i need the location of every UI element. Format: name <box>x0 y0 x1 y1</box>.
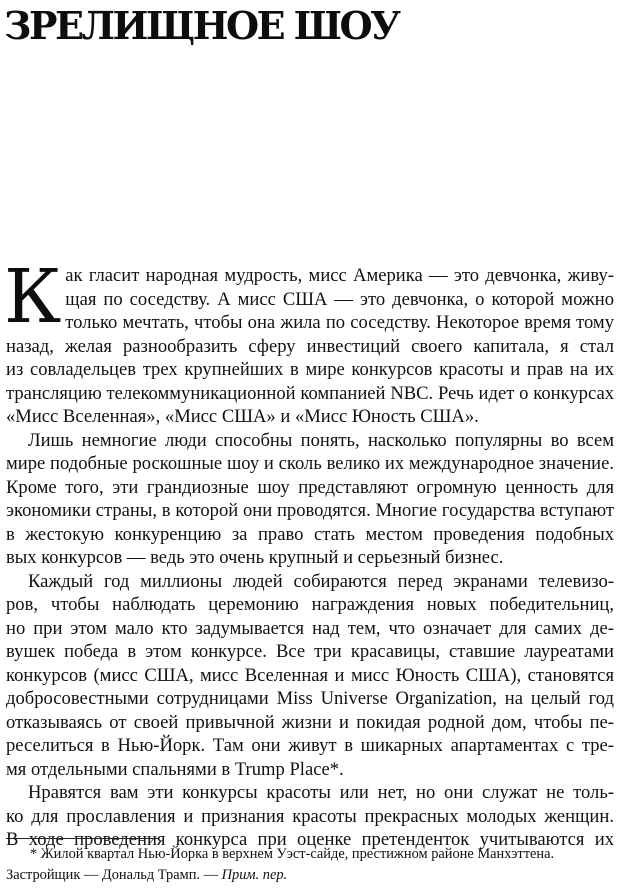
text-line: мире подобные роскошные шоу и сколь велико их международное значение. <box>6 453 614 474</box>
translator-note: Прим. пер. <box>221 867 288 883</box>
text-line: «Мисс Вселенная», «Мисс США» и «Мисс Юность США». <box>6 406 479 427</box>
text-line: Лишь немногие люди способны понять, насколько популярны во всем <box>28 429 614 451</box>
text-line: экономики страны, в которой они проводятся. Многие государства вступают <box>6 500 614 521</box>
text-line: реселиться в Нью-Йорк. Там они живут в шикарных апартаментах с тре- <box>6 735 614 756</box>
text-line: в жестокую конкуренцию за право стать местом проведения подобных <box>6 523 614 545</box>
text-line: из совладельцев трех крупнейших в мире конкурсов красоты и прав на их <box>6 359 614 380</box>
text-line: вушек победа в этом конкурсе. Все три красавицы, ставшие лауреатами <box>6 641 614 662</box>
text-line: добросовестными сотрудницами Miss Universe Organization, на целый год <box>6 688 614 709</box>
text-line: щая по соседству. А мисс США — это девчонка, о которой можно <box>65 288 614 310</box>
text-line: трансляцию телекоммуникационной компанией NBC. Речь идет о конкурсах <box>6 382 614 404</box>
text-line: В ходе проведения конкурса при оценке претенденток учитываются их <box>6 829 614 850</box>
footnote <box>6 844 620 886</box>
body-text <box>4 254 614 852</box>
footnote-line: * Жилой квартал Нью-Йорка в верхнем Уэст-сайде, престижном районе Манхэттена. <box>30 846 555 862</box>
footnote-divider <box>6 838 158 839</box>
text-line: ров, чтобы наблюдать церемонию награждения новых победительниц, <box>6 594 614 615</box>
paragraph-2 <box>6 429 614 570</box>
text-line: только мечтать, чтобы она жила по соседству. Некоторое время тому <box>65 312 614 333</box>
footnote-line <box>6 865 620 886</box>
text-line: мя отдельными спальнями в Trump Place*. <box>6 758 344 780</box>
text-line: вых конкурсов — ведь это очень крупный и серьезный бизнес. <box>6 547 504 568</box>
text-line: но при этом мало кто задумывается над тем, что означает для самих де- <box>6 617 614 639</box>
text-line: ко для прославления и признания красоты прекрасных молодых женщин. <box>6 805 614 827</box>
footnote-text: Застройщик — Дональд Трамп. — <box>6 867 222 883</box>
text-line: конкурсов (мисс США, мисс Вселенная и мисс Юность США), становятся <box>6 664 614 686</box>
paragraph-1 <box>4 254 614 429</box>
paragraph-3 <box>6 570 614 782</box>
text-line: отказываясь от своей привычной жизни и покидая родной дом, чтобы пе- <box>6 711 614 733</box>
chapter-heading: ЗРЕЛИЩНОЕ ШОУ <box>4 3 399 48</box>
text-line: ак гласит народная мудрость, мисс Америка — это девчонка, живу- <box>65 265 614 286</box>
paragraph-4 <box>6 781 614 852</box>
text-line: назад, желая разнообразить сферу инвестиций своего капитала, я стал <box>6 335 614 357</box>
text-line: Кроме того, эти грандиозные шоу представляют огромную ценность для <box>6 476 614 498</box>
text-line: Нравятся вам эти конкурсы красоты или нет, но они служат не толь- <box>28 782 614 803</box>
text-line: Каждый год миллионы людей собираются перед экранами телевизо- <box>28 570 614 592</box>
drop-cap: К <box>4 254 62 340</box>
